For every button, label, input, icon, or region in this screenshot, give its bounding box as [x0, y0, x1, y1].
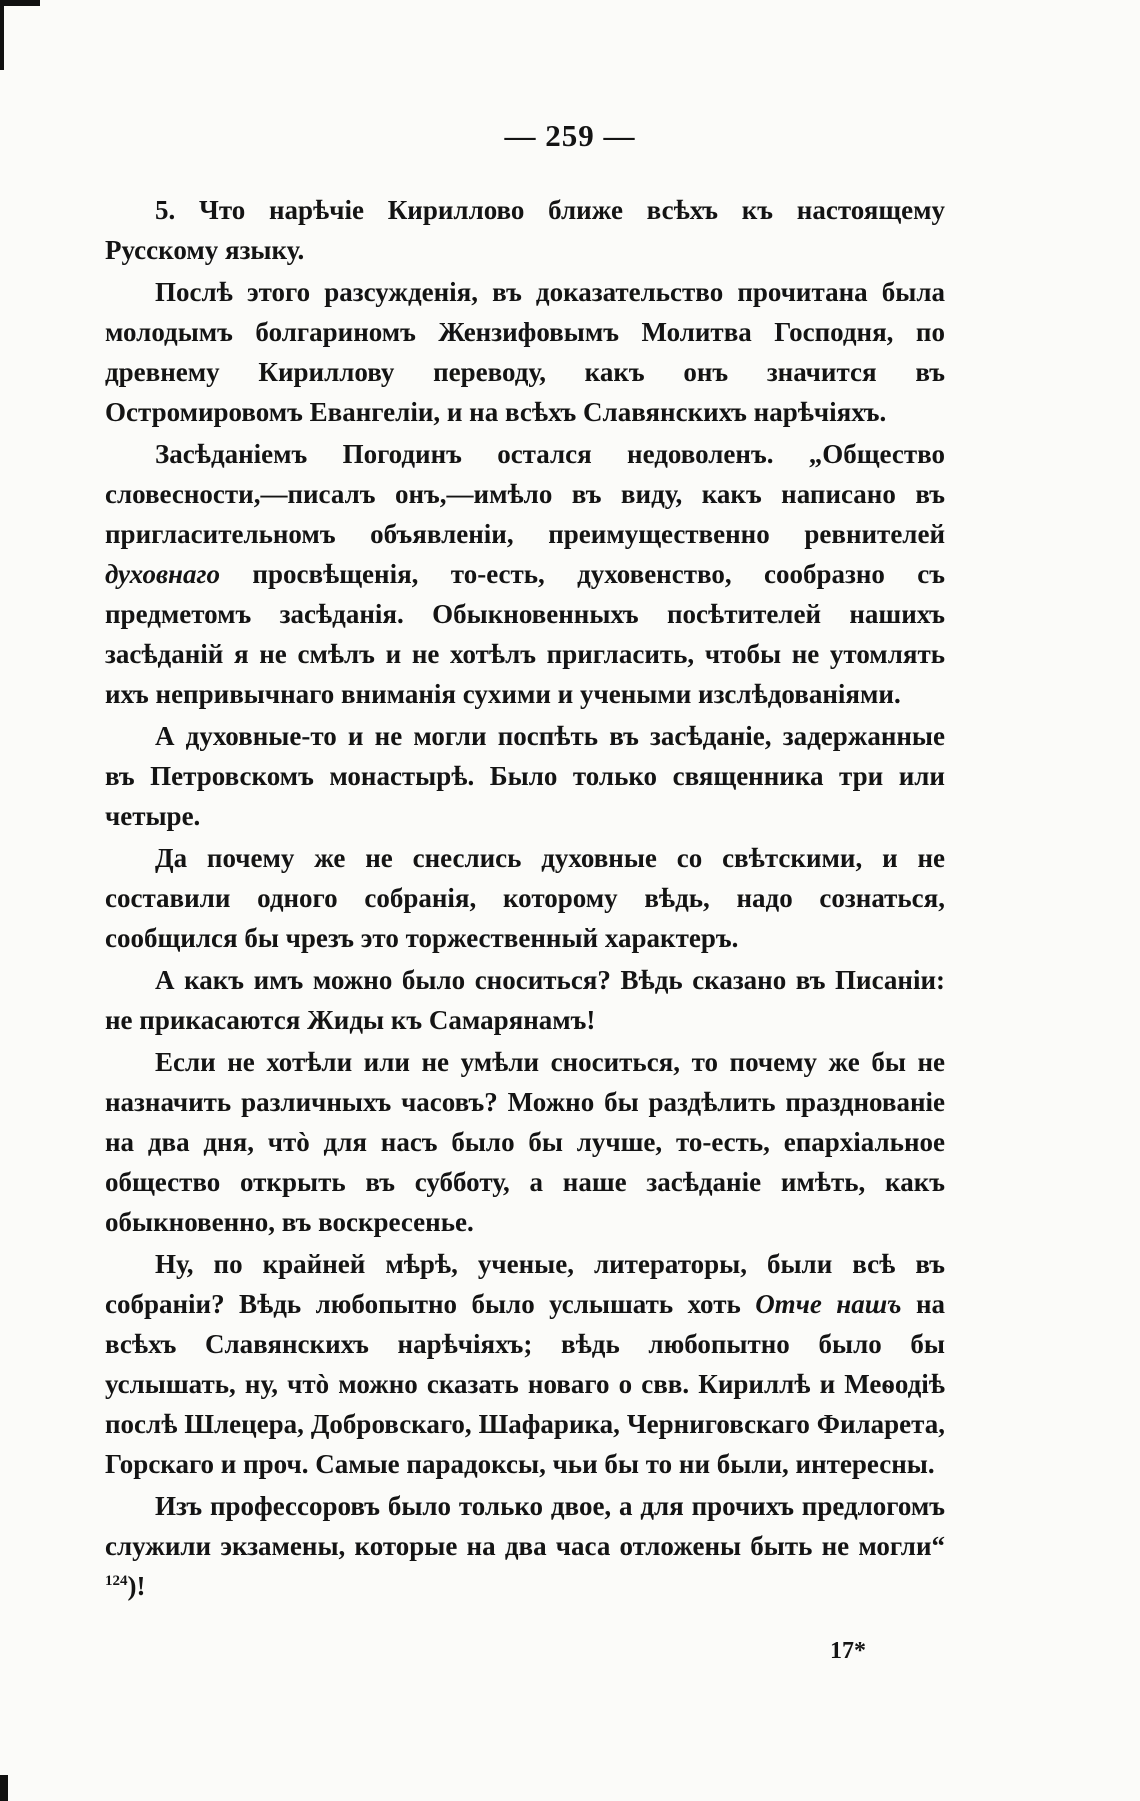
paragraph	[105, 434, 945, 714]
paragraph-text: Изъ профессоровъ было только двое, а для прочихъ предлогомъ служили экзамены, которые на два часа отложены быть не могли“	[105, 1491, 945, 1561]
paragraph-text: на всѣхъ Славянскихъ нарѣчіяхъ; вѣдь любопытно было бы услышать, ну, чтò можно сказать новаго о свв. Кириллѣ и Меѳодіѣ послѣ Шлецера, Добровскаго, Шафарика, Черниговскаго Филарета, Горскаго и проч. Самые парадоксы, чьи бы то ни были, интересны.	[105, 1289, 945, 1479]
paragraph-text: Засѣданіемъ Погодинъ остался недоволенъ. „Общество словесности,—писалъ онъ,—имѣло въ виду, какъ написано въ пригласительномъ объявленіи, преимущественно ревнителей	[105, 439, 945, 549]
paragraph: 5. Что нарѣчіе Кириллово ближе всѣхъ къ настоящему Русскому языку.	[105, 195, 945, 265]
footnote-reference: 124	[105, 1573, 128, 1589]
italic-phrase: Отче нашъ	[755, 1289, 902, 1319]
paragraph: Да почему же не снеслись духовные со свѣтскими, и не составили одного собранія, которому вѣдь, надо сознаться, сообщился бы чрезъ это торжественный характеръ.	[105, 843, 945, 953]
paragraph	[105, 1486, 945, 1606]
signature-mark: 17*	[830, 1638, 866, 1664]
page-number: — 259 —	[504, 118, 636, 153]
main-text	[105, 190, 945, 1606]
paragraph-text: просвѣщенія, то-есть, духовенство, сообразно съ предметомъ засѣданія. Обыкновенныхъ посѣтителей нашихъ засѣданій я не смѣлъ и не хотѣлъ пригласить, чтобы не утомлять ихъ непривычнаго вниманія сухими и учеными изслѣдованіями.	[105, 559, 945, 709]
paragraph-text: )!	[127, 1571, 146, 1601]
scan-edge-mark-left	[0, 0, 4, 70]
italic-word: духовнаго	[105, 559, 221, 589]
paragraph: Если не хотѣли или не умѣли сноситься, то почему же бы не назначить различныхъ часовъ? Можно бы раздѣлить празднованіе на два дня, чтò для насъ было бы лучше, то-есть, епархіальное общество открыть въ субботу, а наше засѣданіе имѣть, какъ обыкновенно, въ воскресенье.	[105, 1047, 945, 1237]
paragraph: А духовные-то и не могли поспѣть въ засѣданіе, задержанные въ Петровскомъ монастырѣ. Было только священника три или четыре.	[105, 721, 945, 831]
scan-edge-mark-top	[0, 0, 40, 6]
paragraph: А какъ имъ можно было сноситься? Вѣдь сказано въ Писаніи: не прикасаются Жиды къ Самарянамъ!	[105, 965, 945, 1035]
scan-edge-mark-bottom	[0, 1775, 8, 1801]
paragraph	[105, 1244, 945, 1484]
paragraph-text: Ну, по крайней мѣрѣ, ученые, литераторы, были всѣ въ собраніи? Вѣдь любопытно было услышать хоть	[105, 1249, 945, 1319]
paragraph: Послѣ этого разсужденія, въ доказательство прочитана была молодымъ болгариномъ Жензифовымъ Молитва Господня, по древнему Кириллову переводу, какъ онъ значится въ Остромировомъ Евангеліи, и на всѣхъ Славянскихъ нарѣчіяхъ.	[105, 277, 945, 427]
